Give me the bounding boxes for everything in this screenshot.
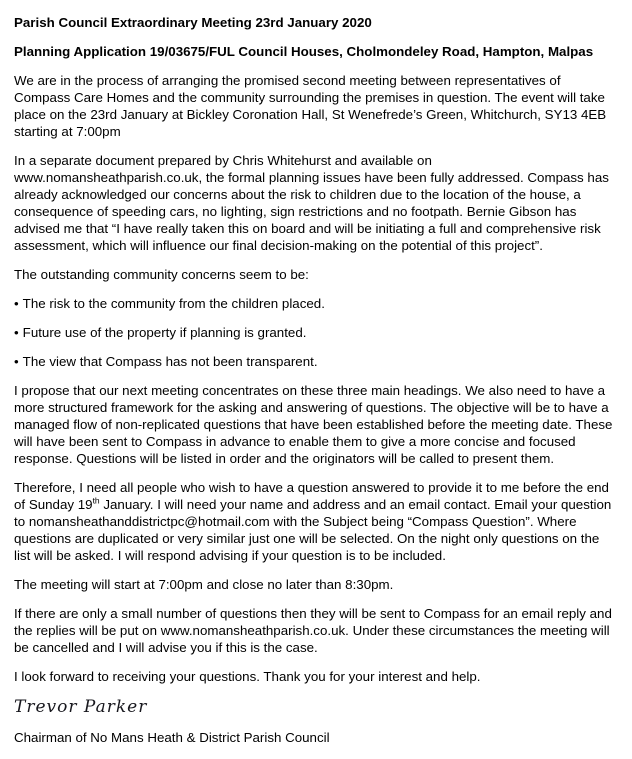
bullet-item-text: Future use of the property if planning is granted. xyxy=(22,325,307,340)
bullet-item-transparency xyxy=(14,353,619,370)
para-therefore xyxy=(14,479,619,564)
para-closing: I look forward to receiving your questions. Thank you for your interest and help. xyxy=(14,669,481,684)
para-intro: We are in the process of arranging the promised second meeting between representatives of Compass Care Homes and the community surrounding the premises in question. The event will take place on the 23rd January at Bickley Coronation Hall, St Wenefrede’s Green, Whitchurch, SY13 4EB starting at 7:00pm xyxy=(14,73,607,139)
bullet-item-text: The view that Compass has not been transparent. xyxy=(22,354,318,369)
para-few-questions: If there are only a small number of questions then they will be sent to Compass for an email reply and the replies will be put on www.nomansheathparish.co.uk. Under these circumstances the meeting will be cancelled and I will advise you if this is the case. xyxy=(14,606,612,655)
para-separate-document: In a separate document prepared by Chris Whitehurst and available on www.nomansheathparish.co.uk, the formal planning issues have been fully addressed. Compass has already acknowledged our concerns about the risk to children due to the location of the house, a consequence of speeding cars, no lighting, sign restrictions and no footpath. Bernie Gibson has advised me that “I have really taken this on board and will be initiating a full and comprehensive risk assessment, which will influence our final decision-making on the potential of this project”. xyxy=(14,153,609,253)
bullet-item-risk xyxy=(14,295,619,312)
signoff-role: Chairman of No Mans Heath & District Parish Council xyxy=(14,730,330,745)
bullet-icon: • xyxy=(14,325,19,340)
doc-subtitle: Planning Application 19/03675/FUL Council Houses, Cholmondeley Road, Hampton, Malpas xyxy=(14,44,594,59)
para-therefore-text: January. I will need your name and address and an email contact. Email your question to nomansheathanddistrictpc@hotmail.com with the Subject being “Compass Question”. Where questions are duplicated or very similar just one will be selected. On the night only questions on the list will be asked. I will respond advising if your question is to be included. xyxy=(14,497,612,563)
bullet-icon: • xyxy=(14,354,19,369)
para-propose: I propose that our next meeting concentrates on these three main headings. We also need to have a more structured framework for the asking and answering of questions. The objective will be to have a managed flow of non-replicated questions that have been established before the meeting date. These will have been sent to Compass in advance to enable them to give a more concise and focused response. Questions will be listed in order and the originators will be called to present them. xyxy=(14,383,613,466)
signature: Trevor Parker xyxy=(14,697,148,717)
ordinal-superscript: th xyxy=(92,495,100,506)
para-therefore-text: Therefore, I need all people who wish to have a question answered to provide it to me before the end of Sunday 19 xyxy=(14,480,609,512)
bullet-item-future-use xyxy=(14,324,619,341)
para-concerns-lead: The outstanding community concerns seem to be: xyxy=(14,267,309,282)
bullet-item-text: The risk to the community from the children placed. xyxy=(22,296,325,311)
doc-title: Parish Council Extraordinary Meeting 23rd January 2020 xyxy=(14,15,372,30)
para-meeting-time: The meeting will start at 7:00pm and close no later than 8:30pm. xyxy=(14,577,394,592)
bullet-icon: • xyxy=(14,296,19,311)
